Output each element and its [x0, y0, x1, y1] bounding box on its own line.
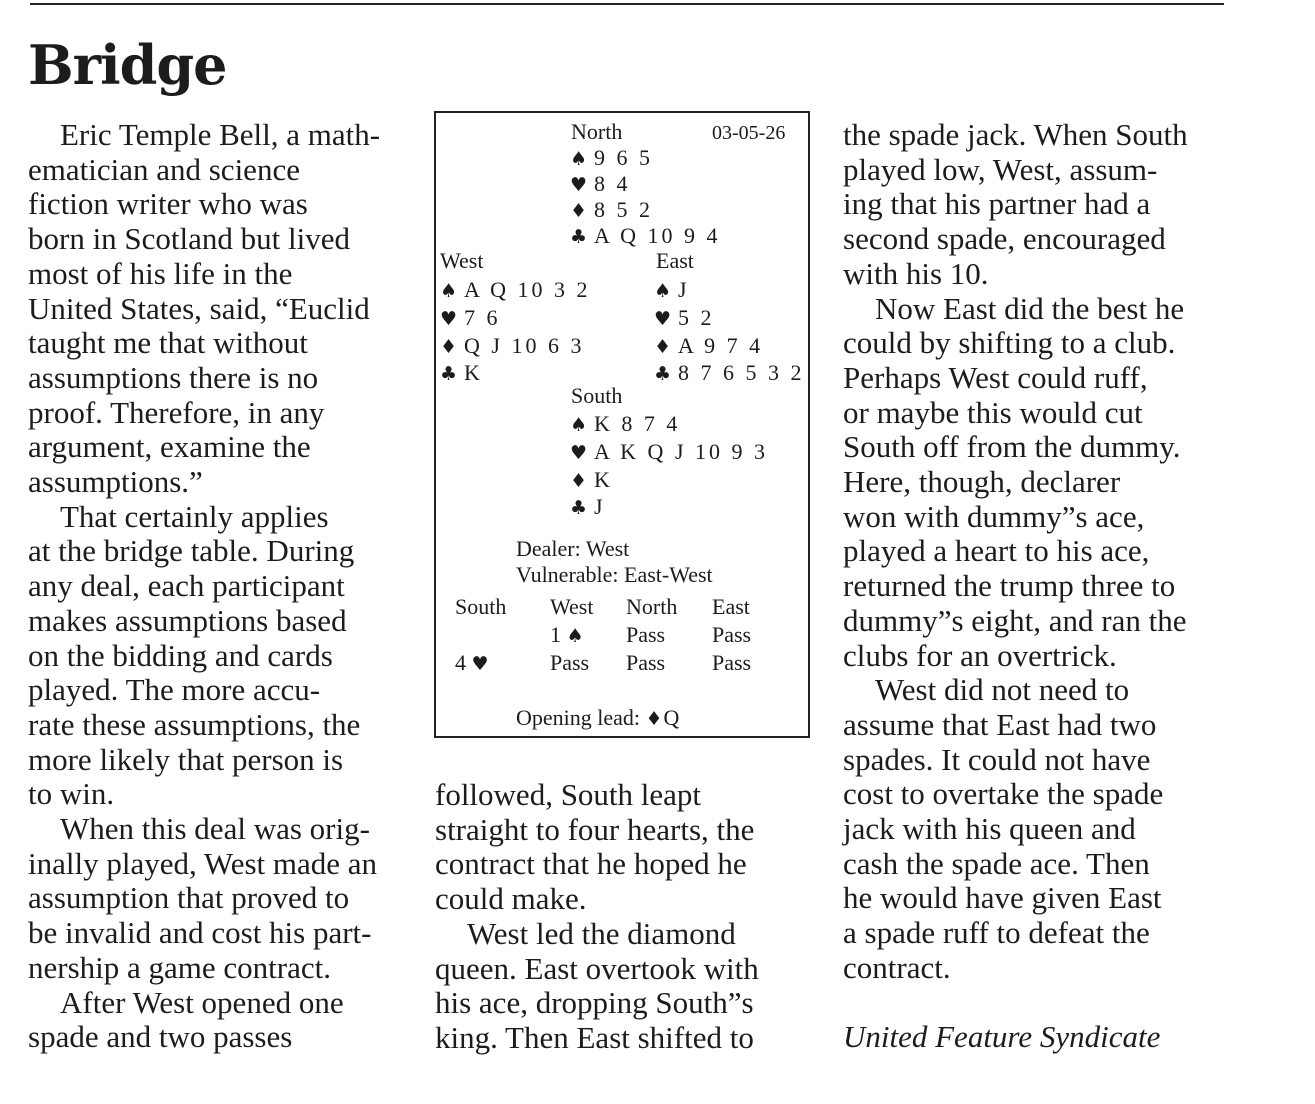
diamond-icon: ♦	[570, 470, 591, 492]
diamond-icon: ♦	[440, 336, 461, 358]
text-line: clubs for an overtrick.	[843, 637, 1117, 673]
east-label: East	[656, 248, 694, 273]
text-line: queen. East overtook with	[435, 950, 759, 986]
east-hearts: ♥ 5 2	[654, 305, 715, 330]
south-spades: ♠ K 8 7 4	[570, 411, 681, 436]
auction-header-south: South	[455, 594, 507, 619]
text-line: cash the spade ace. Then	[843, 845, 1150, 881]
text-line: West led the diamond	[467, 915, 736, 951]
text-line: contract that he hoped he	[435, 846, 747, 882]
south-label: South	[571, 383, 623, 408]
article-column-3	[843, 118, 1188, 1055]
auction-bid-west-1: 1 ♠	[550, 624, 591, 646]
auction-bid-north-1: Pass	[626, 622, 666, 647]
text-line: jack with his queen and	[843, 811, 1136, 847]
heart-icon: ♥	[570, 174, 591, 196]
text-line: could by shifting to a club.	[843, 325, 1176, 361]
text-line: ematician and science	[28, 151, 300, 187]
text-line: be invalid and cost his part-	[28, 915, 372, 951]
text-line: to win.	[28, 776, 115, 812]
article-column-1	[28, 118, 380, 1055]
auction-bid-east-2: Pass	[712, 650, 752, 675]
east-clubs: ♣ 8 7 6 5 3 2	[654, 360, 805, 385]
text-line: Here, though, declarer	[843, 464, 1121, 500]
west-label: West	[440, 248, 484, 273]
text-line: United States, said, “Euclid	[28, 290, 370, 326]
text-line: the spade jack. When South	[843, 117, 1188, 152]
club-icon: ♣	[440, 363, 461, 385]
club-icon: ♣	[570, 497, 591, 519]
dealer-info: Dealer: West	[516, 536, 630, 561]
spade-icon: ♠	[440, 280, 461, 302]
text-line: won with dummy”s ace,	[843, 498, 1145, 534]
top-rule	[30, 3, 1224, 5]
north-clubs: ♣ A Q 10 9 4	[570, 223, 721, 248]
auction-header-west: West	[550, 594, 594, 619]
spade-icon: ♠	[570, 414, 591, 436]
deal-date: 03-05-26	[712, 122, 786, 144]
article-column-2	[435, 778, 759, 1056]
east-spades: ♠ J	[654, 277, 690, 302]
south-clubs: ♣ J	[570, 494, 606, 519]
text-line: played low, West, assum-	[843, 151, 1158, 187]
text-line: or maybe this would cut	[843, 394, 1143, 430]
south-diamonds: ♦ K	[570, 467, 613, 492]
text-line: rate these assumptions, the	[28, 706, 361, 742]
auction-bid-south-2: 4 ♥	[455, 652, 496, 674]
text-line: assumptions there is no	[28, 359, 319, 395]
text-line: returned the trump three to	[843, 568, 1176, 604]
bridge-deal-diagram	[434, 111, 810, 738]
text-line: most of his life in the	[28, 255, 293, 291]
text-line: assumptions.”	[28, 464, 203, 500]
text-line: cost to overtake the spade	[843, 776, 1164, 812]
text-line: spades. It could not have	[843, 741, 1151, 777]
text-line: born in Scotland but lived	[28, 221, 351, 257]
text-line: with his 10.	[843, 255, 989, 291]
north-spades: ♠ 9 6 5	[570, 145, 653, 170]
text-line: When this deal was orig-	[60, 811, 370, 847]
text-line: followed, South leapt	[435, 777, 702, 812]
heart-icon: ♥	[440, 308, 461, 330]
north-diamonds: ♦ 8 5 2	[570, 197, 653, 222]
text-line: second spade, encouraged	[843, 221, 1166, 257]
page-title: Bridge	[28, 33, 227, 97]
club-icon: ♣	[570, 226, 591, 248]
text-line: at the bridge table. During	[28, 533, 355, 569]
text-line: inally played, West made an	[28, 845, 378, 881]
text-line: Now East did the best he	[875, 290, 1185, 326]
spade-icon: ♠	[654, 280, 675, 302]
opening-lead: Opening lead: ♦Q	[516, 705, 680, 730]
text-line: Eric Temple Bell, a math-	[60, 117, 381, 152]
club-icon: ♣	[654, 363, 675, 385]
diamond-icon: ♦	[645, 708, 663, 730]
text-line: played a heart to his ace,	[843, 533, 1150, 569]
diamond-icon: ♦	[570, 200, 591, 222]
text-line: assumption that proved to	[28, 880, 350, 916]
west-clubs: ♣ K	[440, 360, 483, 385]
text-line: taught me that without	[28, 325, 308, 361]
text-line: South off from the dummy.	[843, 429, 1181, 465]
heart-icon: ♥	[570, 442, 591, 464]
heart-icon: ♥	[471, 653, 489, 675]
text-line: straight to four hearts, the	[435, 811, 755, 847]
text-line: assume that East had two	[843, 706, 1157, 742]
text-line: spade and two passes	[28, 1019, 293, 1055]
text-line: king. Then East shifted to	[435, 1019, 754, 1055]
diamond-icon: ♦	[654, 336, 675, 358]
text-line: a spade ruff to defeat the	[843, 915, 1150, 951]
text-line: Perhaps West could ruff,	[843, 359, 1148, 395]
north-label: North	[571, 119, 623, 144]
text-line: more likely that person is	[28, 741, 344, 777]
text-line: played. The more accu-	[28, 672, 321, 708]
vulnerability-info: Vulnerable: East-West	[516, 562, 713, 587]
auction-bid-west-2: Pass	[550, 650, 590, 675]
south-hearts: ♥ A K Q J 10 9 3	[570, 439, 769, 464]
text-line: West did not need to	[875, 672, 1130, 708]
text-line: could make.	[435, 881, 587, 917]
syndicate-credit: United Feature Syndicate	[843, 1019, 1161, 1055]
text-line: makes assumptions based	[28, 602, 347, 638]
text-line: dummy”s eight, and ran the	[843, 602, 1187, 638]
text-line: any deal, each participant	[28, 568, 345, 604]
column-3-text	[843, 118, 1188, 986]
spade-icon: ♠	[570, 148, 591, 170]
text-line: That certainly applies	[60, 498, 329, 534]
text-line: nership a game contract.	[28, 949, 331, 985]
heart-icon: ♥	[654, 308, 675, 330]
west-diamonds: ♦ Q J 10 6 3	[440, 333, 585, 358]
north-hearts: ♥ 8 4	[570, 171, 631, 196]
west-spades: ♠ A Q 10 3 2	[440, 277, 591, 302]
spade-icon: ♠	[566, 625, 584, 647]
text-line: contract.	[843, 949, 951, 985]
text-line: his ace, dropping South”s	[435, 985, 754, 1021]
west-hearts: ♥ 7 6	[440, 305, 501, 330]
auction-bid-north-2: Pass	[626, 650, 666, 675]
text-line: argument, examine the	[28, 429, 311, 465]
text-line: After West opened one	[60, 984, 344, 1020]
text-line: fiction writer who was	[28, 186, 308, 222]
auction-header-east: East	[712, 594, 750, 619]
auction-header-north: North	[626, 594, 678, 619]
text-line: proof. Therefore, in any	[28, 394, 325, 430]
auction-bid-east-1: Pass	[712, 622, 752, 647]
east-diamonds: ♦ A 9 7 4	[654, 333, 764, 358]
text-line: ing that his partner had a	[843, 186, 1151, 222]
text-line: he would have given East	[843, 880, 1162, 916]
text-line: on the bidding and cards	[28, 637, 333, 673]
